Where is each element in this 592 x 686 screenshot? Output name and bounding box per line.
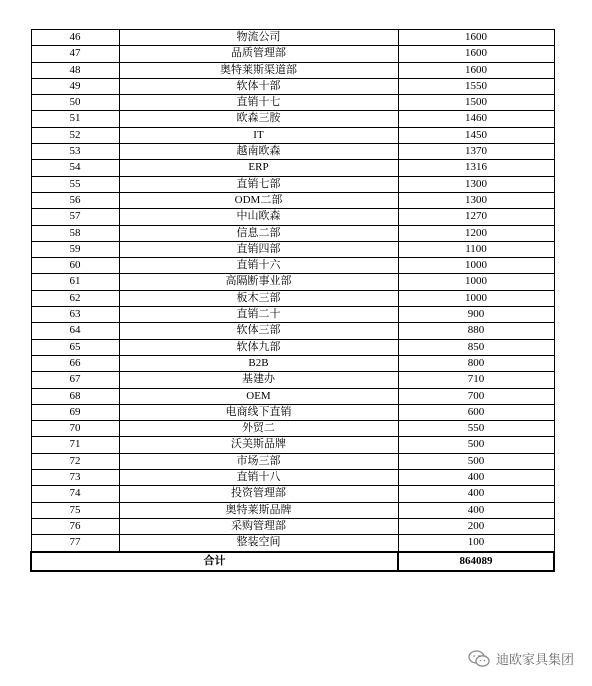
table-row: [31, 453, 554, 469]
table-row: [31, 78, 554, 94]
table-row: [31, 307, 554, 323]
amount-cell: 1500: [398, 95, 554, 111]
row-number-cell: 62: [31, 290, 119, 306]
total-row: [31, 552, 554, 571]
department-cell: 电商线下直销: [119, 404, 398, 420]
department-cell: 直销十六: [119, 258, 398, 274]
row-number-cell: 76: [31, 518, 119, 534]
department-cell: 板木三部: [119, 290, 398, 306]
department-cell: 投资管理部: [119, 486, 398, 502]
table-row: [31, 372, 554, 388]
row-number-cell: 50: [31, 95, 119, 111]
table-row: [31, 46, 554, 62]
row-number-cell: 71: [31, 437, 119, 453]
table-row: [31, 176, 554, 192]
table-row: [31, 62, 554, 78]
department-cell: 直销二十: [119, 307, 398, 323]
department-cell: 信息二部: [119, 225, 398, 241]
department-cell: 外贸二: [119, 421, 398, 437]
department-cell: 中山欧森: [119, 209, 398, 225]
department-cell: 沃美斯品牌: [119, 437, 398, 453]
amount-cell: 1370: [398, 144, 554, 160]
amount-cell: 1460: [398, 111, 554, 127]
table-row: [31, 437, 554, 453]
row-number-cell: 60: [31, 258, 119, 274]
row-number-cell: 46: [31, 30, 119, 46]
table-row: [31, 258, 554, 274]
row-number-cell: 53: [31, 144, 119, 160]
amount-cell: 500: [398, 437, 554, 453]
table-row: [31, 274, 554, 290]
department-cell: 物流公司: [119, 30, 398, 46]
table-row: [31, 241, 554, 257]
row-number-cell: 56: [31, 192, 119, 208]
wechat-icon: [468, 650, 490, 668]
table-row: [31, 502, 554, 518]
row-number-cell: 73: [31, 470, 119, 486]
row-number-cell: 69: [31, 404, 119, 420]
amount-cell: 1600: [398, 30, 554, 46]
department-cell: 基建办: [119, 372, 398, 388]
department-cell: 奥特莱斯品牌: [119, 502, 398, 518]
table-row: [31, 209, 554, 225]
row-number-cell: 47: [31, 46, 119, 62]
table-row: [31, 225, 554, 241]
amount-cell: 1300: [398, 192, 554, 208]
amount-cell: 550: [398, 421, 554, 437]
amount-cell: 710: [398, 372, 554, 388]
amount-cell: 880: [398, 323, 554, 339]
row-number-cell: 65: [31, 339, 119, 355]
table-row: [31, 111, 554, 127]
department-cell: 市场三部: [119, 453, 398, 469]
row-number-cell: 63: [31, 307, 119, 323]
donation-table-container: [30, 29, 555, 572]
table-row: [31, 355, 554, 371]
department-cell: 直销四部: [119, 241, 398, 257]
table-row: [31, 127, 554, 143]
amount-cell: 1600: [398, 62, 554, 78]
amount-cell: 850: [398, 339, 554, 355]
amount-cell: 1100: [398, 241, 554, 257]
department-cell: 采购管理部: [119, 518, 398, 534]
department-cell: 欧森三胺: [119, 111, 398, 127]
table-body: [31, 30, 554, 571]
department-cell: 软体十部: [119, 78, 398, 94]
total-amount: 864089: [398, 552, 554, 571]
department-cell: 奥特莱斯渠道部: [119, 62, 398, 78]
row-number-cell: 72: [31, 453, 119, 469]
amount-cell: 700: [398, 388, 554, 404]
department-cell: 高隔断事业部: [119, 274, 398, 290]
row-number-cell: 77: [31, 535, 119, 552]
row-number-cell: 48: [31, 62, 119, 78]
amount-cell: 1450: [398, 127, 554, 143]
row-number-cell: 66: [31, 355, 119, 371]
amount-cell: 400: [398, 502, 554, 518]
department-cell: IT: [119, 127, 398, 143]
table-row: [31, 518, 554, 534]
table-row: [31, 95, 554, 111]
row-number-cell: 74: [31, 486, 119, 502]
amount-cell: 600: [398, 404, 554, 420]
row-number-cell: 61: [31, 274, 119, 290]
department-cell: ODM二部: [119, 192, 398, 208]
table-row: [31, 470, 554, 486]
row-number-cell: 49: [31, 78, 119, 94]
table-row: [31, 192, 554, 208]
table-row: [31, 160, 554, 176]
table-row: [31, 388, 554, 404]
row-number-cell: 59: [31, 241, 119, 257]
table-row: [31, 339, 554, 355]
row-number-cell: 55: [31, 176, 119, 192]
row-number-cell: 67: [31, 372, 119, 388]
department-cell: B2B: [119, 355, 398, 371]
amount-cell: 900: [398, 307, 554, 323]
donation-table: [30, 29, 555, 572]
amount-cell: 1000: [398, 274, 554, 290]
amount-cell: 1000: [398, 258, 554, 274]
department-cell: 直销十八: [119, 470, 398, 486]
amount-cell: 1270: [398, 209, 554, 225]
amount-cell: 1550: [398, 78, 554, 94]
department-cell: ERP: [119, 160, 398, 176]
watermark-text: 迪欧家具集团: [495, 653, 574, 668]
table-row: [31, 421, 554, 437]
table-row: [31, 144, 554, 160]
amount-cell: 400: [398, 486, 554, 502]
amount-cell: 1200: [398, 225, 554, 241]
department-cell: 软体九部: [119, 339, 398, 355]
department-cell: OEM: [119, 388, 398, 404]
row-number-cell: 68: [31, 388, 119, 404]
table-row: [31, 404, 554, 420]
table-row: [31, 535, 554, 552]
amount-cell: 1316: [398, 160, 554, 176]
row-number-cell: 57: [31, 209, 119, 225]
total-label: 合计: [31, 552, 398, 571]
department-cell: 软体三部: [119, 323, 398, 339]
table-row: [31, 30, 554, 46]
table-row: [31, 323, 554, 339]
row-number-cell: 75: [31, 502, 119, 518]
department-cell: 整装空间: [119, 535, 398, 552]
row-number-cell: 52: [31, 127, 119, 143]
row-number-cell: 64: [31, 323, 119, 339]
amount-cell: 800: [398, 355, 554, 371]
row-number-cell: 51: [31, 111, 119, 127]
table-row: [31, 290, 554, 306]
amount-cell: 1300: [398, 176, 554, 192]
department-cell: 直销七部: [119, 176, 398, 192]
table-row: [31, 486, 554, 502]
row-number-cell: 54: [31, 160, 119, 176]
department-cell: 越南欧森: [119, 144, 398, 160]
department-cell: 直销十七: [119, 95, 398, 111]
amount-cell: 100: [398, 535, 554, 552]
amount-cell: 1600: [398, 46, 554, 62]
amount-cell: 500: [398, 453, 554, 469]
row-number-cell: 70: [31, 421, 119, 437]
amount-cell: 1000: [398, 290, 554, 306]
amount-cell: 400: [398, 470, 554, 486]
department-cell: 品质管理部: [119, 46, 398, 62]
row-number-cell: 58: [31, 225, 119, 241]
watermark: [468, 649, 574, 668]
amount-cell: 200: [398, 518, 554, 534]
